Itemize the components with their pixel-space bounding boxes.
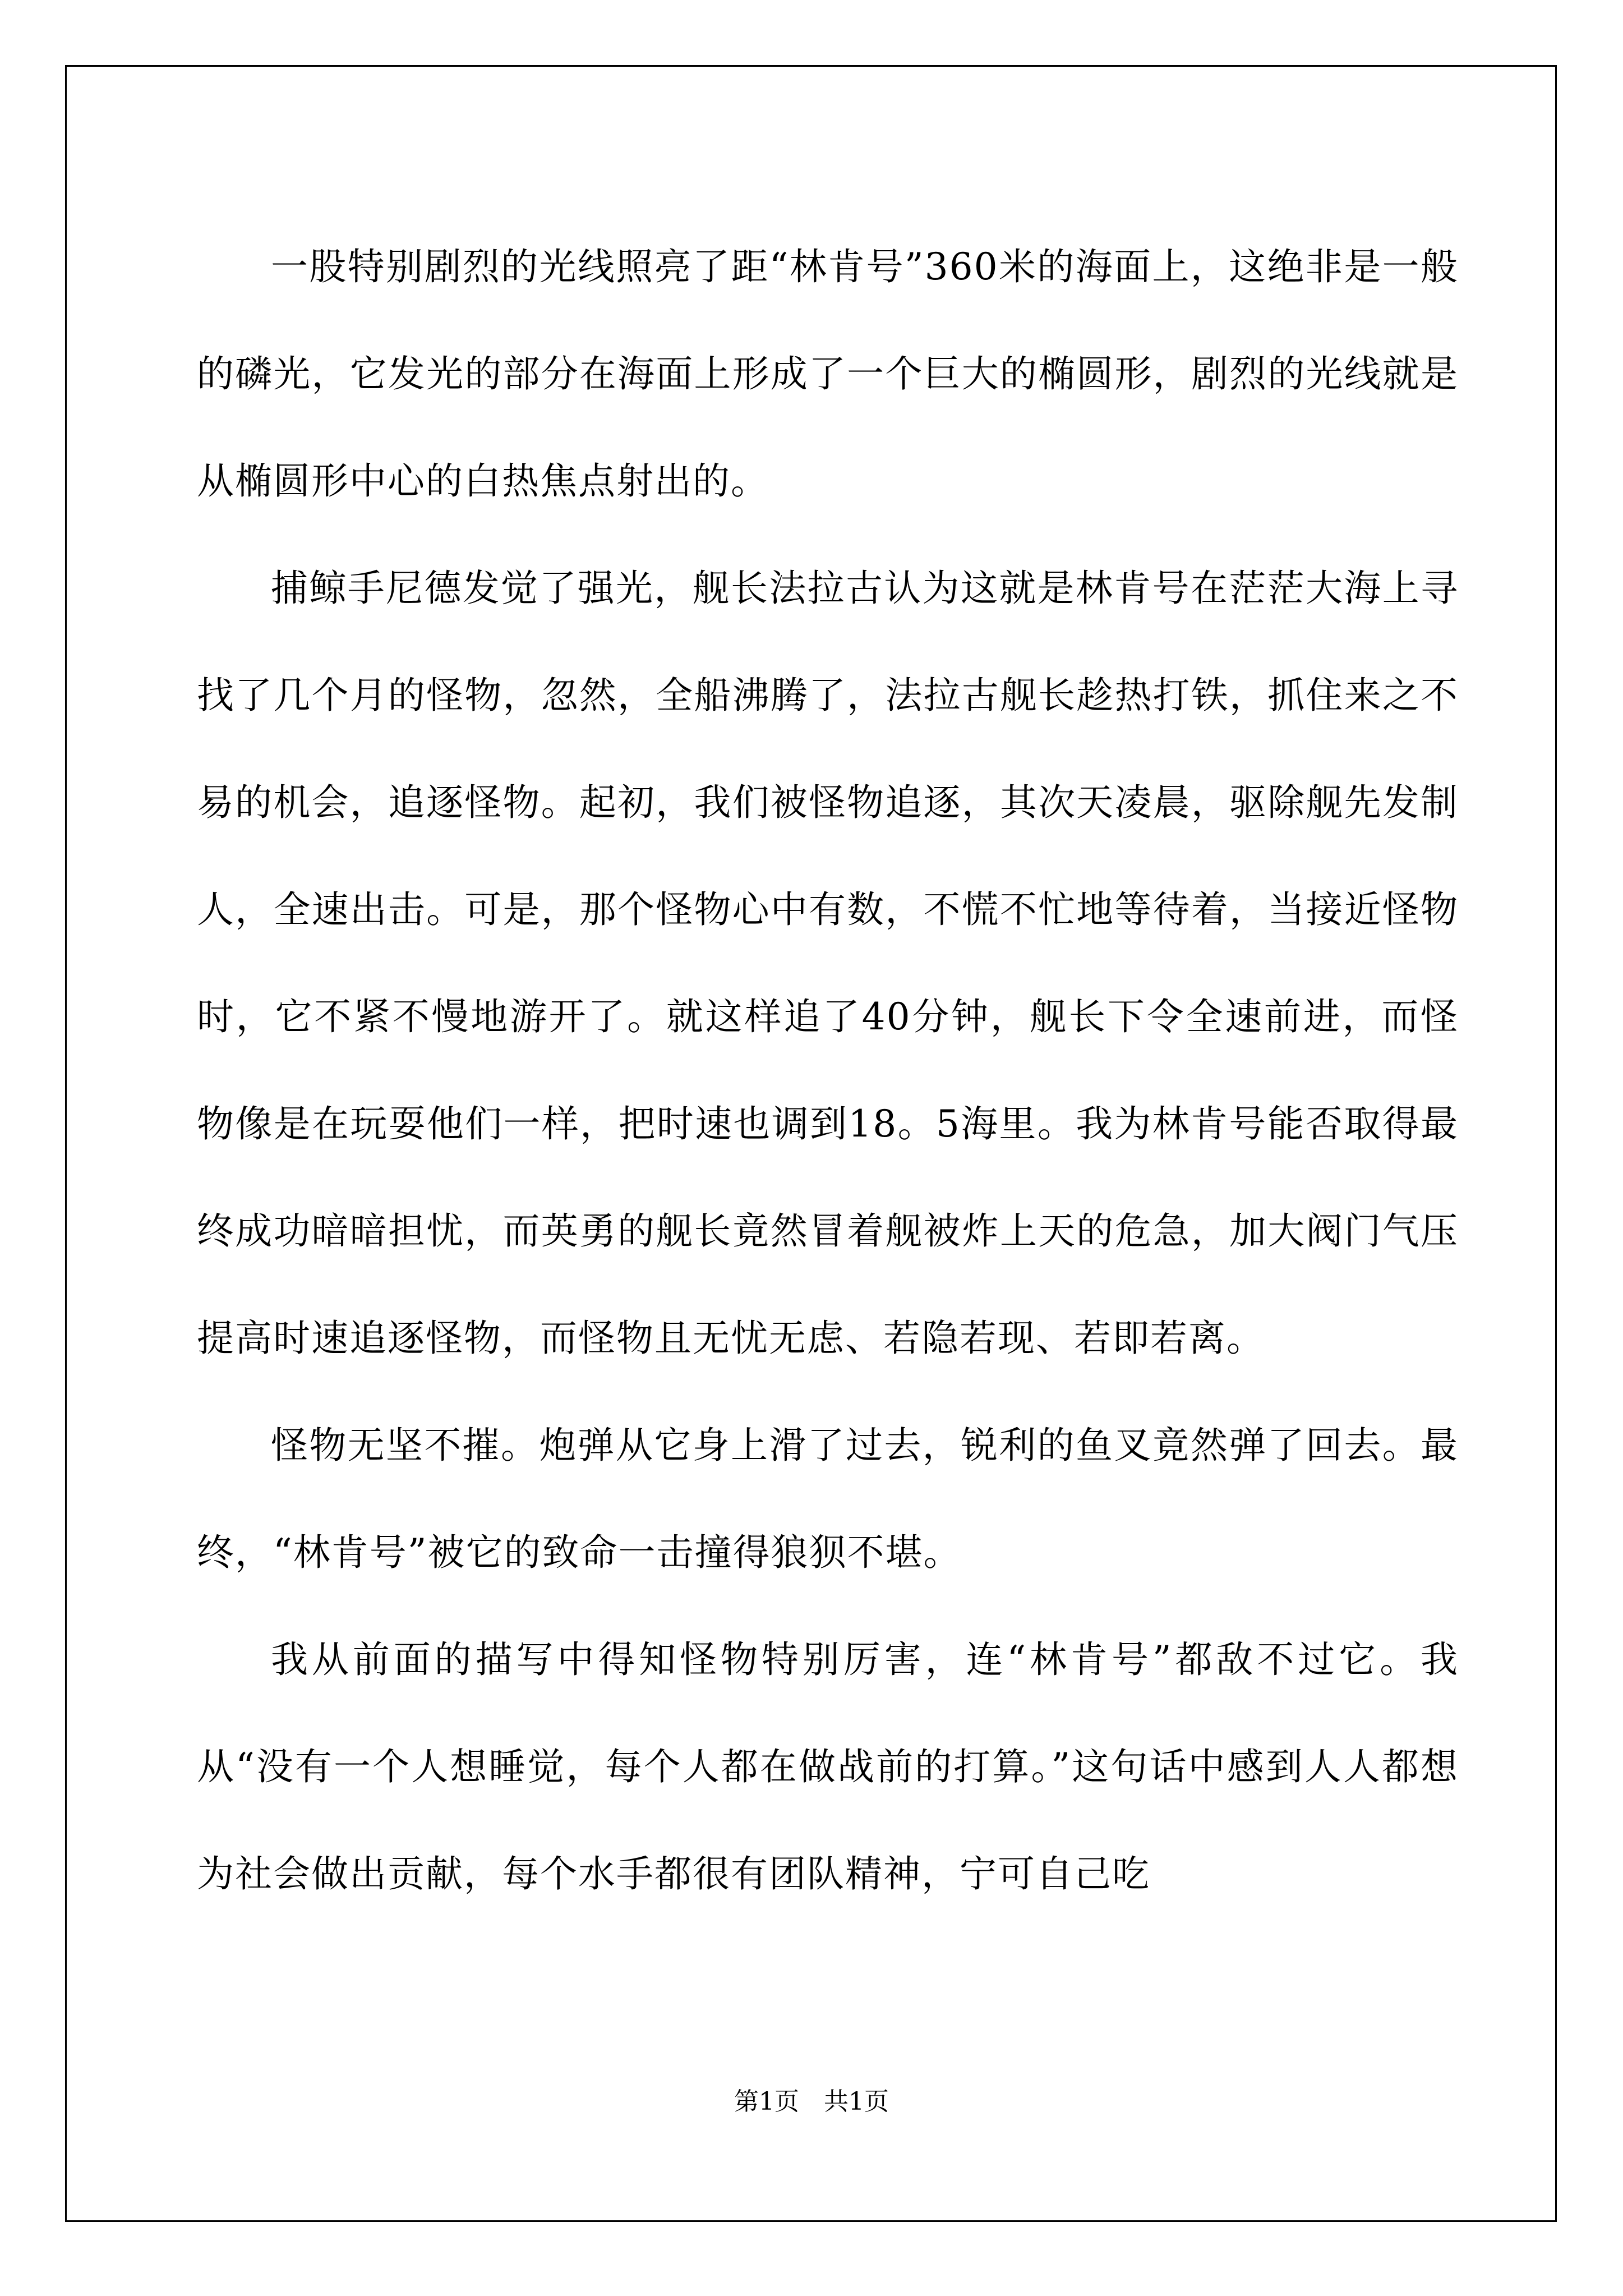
paragraph-1: 一股特别剧烈的光线照亮了距“林肯号”360米的海面上，这绝非是一般的磷光，它发光的部分在海面上形成了一个巨大的椭圆形，剧烈的光线就是从椭圆形中心的白热焦点射出的。 <box>197 245 1459 503</box>
paragraph-2: 捕鲸手尼德发觉了强光，舰长法拉古认为这就是林肯号在茫茫大海上寻找了几个月的怪物，忽然，全船沸腾了，法拉古舰长趁热打铁，抓住来之不易的机会，追逐怪物。起初，我们被怪物追逐，其次天凌晨，驱除舰先发制人，全速出击。可是，那个怪物心中有数，不慌不忙地等待着，当接近怪物时，它不紧不慢地游开了。就这样追了40分钟，舰长下令全速前进，而怪物像是在玩耍他们一样，把时速也调到18。5海里。我为林肯号能否取得最终成功暗暗担忧，而英勇的舰长竟然冒着舰被炸上天的危急，加大阀门气压提高时速追逐怪物，而怪物且无忧无虑、若隐若现、若即若离。 <box>197 567 1459 1360</box>
paragraph-4: 我从前面的描写中得知怪物特别厉害，连“林肯号”都敌不过它。我从“没有一个人想睡觉，每个人都在做战前的打算。”这句话中感到人人都想为社会做出贡献，每个水手都很有团队精神，宁可自己吃 <box>197 1638 1459 1895</box>
document-body <box>197 213 1459 1927</box>
paragraph-3: 怪物无坚不摧。炮弹从它身上滑了过去，锐利的鱼叉竟然弹了回去。最终，“林肯号”被它的致命一击撞得狼狈不堪。 <box>197 1424 1459 1574</box>
page-footer: 第1页 共1页 <box>734 2087 889 2116</box>
